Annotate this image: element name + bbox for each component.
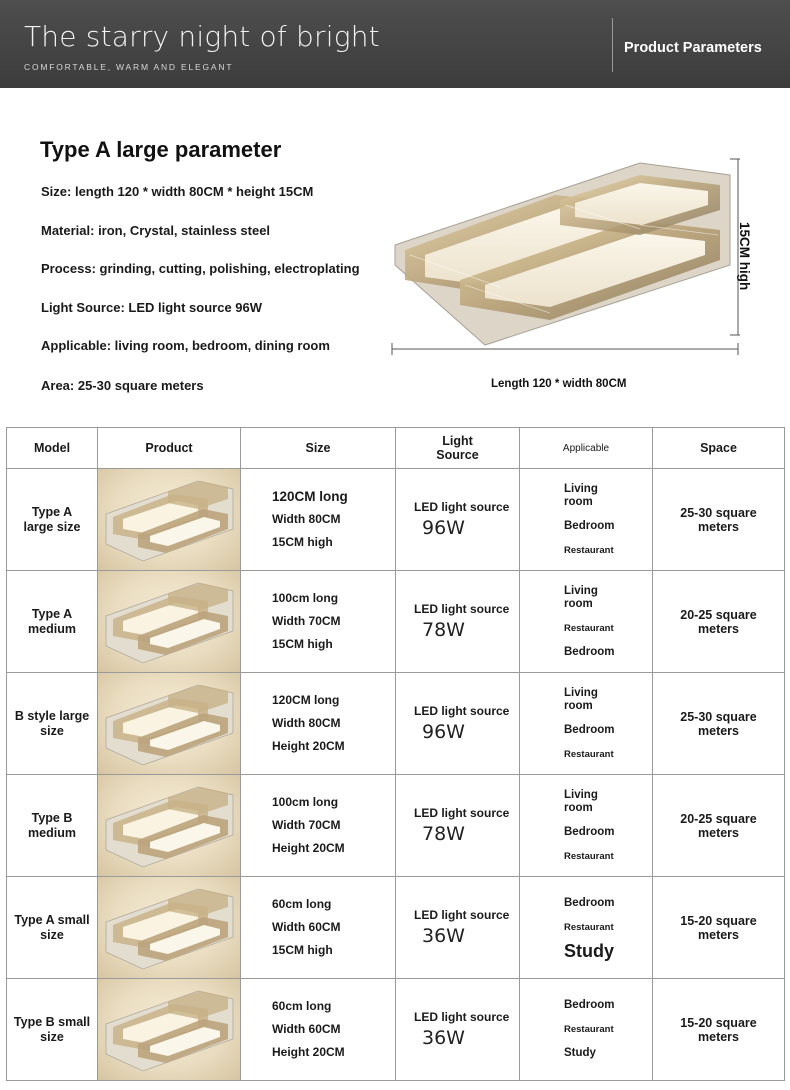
model-cell xyxy=(7,877,98,979)
spec-material: Material: iron, Crystal, stainless steel xyxy=(41,223,271,238)
table-header-row xyxy=(7,428,785,469)
space-cell xyxy=(653,571,785,673)
size-length: 100cm long xyxy=(272,591,339,605)
size-cell xyxy=(241,775,396,877)
banner-subtitle: COMFORTABLE, WARM AND ELEGANT xyxy=(24,62,234,72)
space-value: 20-25 square meters xyxy=(680,607,757,636)
table-row xyxy=(7,673,785,775)
table-row xyxy=(7,469,785,571)
light-source-watt: 96W xyxy=(422,721,465,743)
applicable-item: Living room xyxy=(564,686,598,712)
applicable-cell xyxy=(520,775,653,877)
light-source-text: LED light source xyxy=(414,704,510,718)
spec-light-source: Light Source: LED light source 96W xyxy=(41,300,263,315)
applicable-item: Bedroom xyxy=(564,897,615,909)
size-height: 15CM high xyxy=(272,637,333,651)
model-cell xyxy=(7,571,98,673)
spec-size: Size: length 120 * width 80CM * height 15CM xyxy=(41,184,314,199)
size-width: Width 80CM xyxy=(272,716,341,730)
product-image-cell xyxy=(98,673,241,775)
chandelier-image xyxy=(98,979,240,1080)
banner-divider xyxy=(612,18,613,72)
spec-area: Area: 25-30 square meters xyxy=(41,378,204,393)
header-product: Product xyxy=(98,428,241,469)
light-source-cell xyxy=(396,877,520,979)
product-image-cell xyxy=(98,979,241,1081)
size-length: 100cm long xyxy=(272,795,339,809)
banner-title: The starry night of bright xyxy=(24,20,380,53)
size-height: 15CM high xyxy=(272,943,333,957)
light-source-watt: 36W xyxy=(422,925,465,947)
space-cell xyxy=(653,673,785,775)
light-source-cell xyxy=(396,469,520,571)
light-source-text: LED light source xyxy=(414,1010,510,1024)
size-length: 60cm long xyxy=(272,999,332,1013)
model-name: Type A large size xyxy=(23,504,81,534)
parameter-table xyxy=(6,427,785,1081)
size-cell xyxy=(241,673,396,775)
applicable-item: Bedroom xyxy=(564,999,615,1011)
chandelier-image xyxy=(98,469,240,570)
length-dimension-label: Length 120 * width 80CM xyxy=(491,378,627,390)
light-source-text: LED light source xyxy=(414,908,510,922)
model-name: Type B medium xyxy=(28,810,76,840)
spec-process: Process: grinding, cutting, polishing, electroplating xyxy=(41,261,360,276)
spec-heading: Type A large parameter xyxy=(40,137,282,162)
applicable-item: Bedroom xyxy=(564,645,615,658)
applicable-item: Living room xyxy=(564,584,598,610)
applicable-item: Bedroom xyxy=(564,519,615,532)
height-dimension-label: 15CM high xyxy=(737,222,752,291)
light-source-watt: 78W xyxy=(422,823,465,845)
spec-applicable: Applicable: living room, bedroom, dining room xyxy=(41,338,330,353)
space-value: 25-30 square meters xyxy=(680,505,757,534)
applicable-item: Study xyxy=(564,1047,596,1059)
applicable-item: Study xyxy=(564,941,615,961)
size-height: 15CM high xyxy=(272,535,333,549)
size-height: Height 20CM xyxy=(272,739,345,753)
light-source-cell xyxy=(396,775,520,877)
size-height: Height 20CM xyxy=(272,1045,345,1059)
header-size: Size xyxy=(241,428,396,469)
size-height: Height 20CM xyxy=(272,841,345,855)
applicable-cell xyxy=(520,673,653,775)
applicable-item: Restaurant xyxy=(564,622,614,634)
applicable-item: Restaurant xyxy=(564,850,614,862)
light-source-watt: 36W xyxy=(422,1027,465,1049)
applicable-item: Restaurant xyxy=(564,1024,614,1035)
applicable-item: Bedroom xyxy=(564,723,615,736)
chandelier-image xyxy=(98,571,240,672)
size-cell xyxy=(241,571,396,673)
light-source-cell xyxy=(396,673,520,775)
product-image-cell xyxy=(98,571,241,673)
applicable-item: Living room xyxy=(564,482,598,508)
applicable-item: Restaurant xyxy=(564,922,614,933)
model-name: Type A medium xyxy=(28,606,76,636)
applicable-cell xyxy=(520,571,653,673)
light-source-text: LED light source xyxy=(414,602,510,616)
model-name: Type A small size xyxy=(14,912,90,942)
header-banner xyxy=(0,0,790,88)
size-width: Width 60CM xyxy=(272,1022,341,1036)
product-image-cell xyxy=(98,469,241,571)
chandelier-image xyxy=(98,877,240,978)
applicable-cell xyxy=(520,469,653,571)
applicable-cell xyxy=(520,979,653,1081)
table-row xyxy=(7,877,785,979)
size-width: Width 60CM xyxy=(272,920,341,934)
size-width: Width 70CM xyxy=(272,614,341,628)
header-light-source xyxy=(396,428,520,469)
space-cell xyxy=(653,979,785,1081)
model-cell xyxy=(7,775,98,877)
header-applicable: Applicable xyxy=(520,428,653,469)
size-cell xyxy=(241,877,396,979)
model-name: Type B small size xyxy=(13,1014,91,1044)
light-source-watt: 78W xyxy=(422,619,465,641)
product-image-cell xyxy=(98,775,241,877)
light-source-text: LED light source xyxy=(414,500,510,514)
applicable-item: Living room xyxy=(564,788,598,814)
header-model: Model xyxy=(7,428,98,469)
light-source-watt: 96W xyxy=(422,517,465,539)
model-cell xyxy=(7,979,98,1081)
applicable-item: Restaurant xyxy=(564,748,614,760)
light-source-text: LED light source xyxy=(414,806,510,820)
size-cell xyxy=(241,979,396,1081)
space-value: 15-20 square meters xyxy=(680,913,757,942)
header-light-source-text: Light Source xyxy=(436,434,479,462)
size-length: 60cm long xyxy=(272,897,332,911)
product-image-cell xyxy=(98,877,241,979)
chandelier-image xyxy=(98,775,240,876)
size-width: Width 70CM xyxy=(272,818,341,832)
chandelier-image xyxy=(98,673,240,774)
space-cell xyxy=(653,775,785,877)
applicable-item: Restaurant xyxy=(564,544,614,556)
table-row xyxy=(7,571,785,673)
size-length: 120CM long xyxy=(272,693,340,707)
model-cell xyxy=(7,673,98,775)
size-length: 120CM long xyxy=(272,489,348,504)
space-value: 20-25 square meters xyxy=(680,811,757,840)
table-row xyxy=(7,979,785,1081)
space-cell xyxy=(653,877,785,979)
model-cell xyxy=(7,469,98,571)
header-space: Space xyxy=(653,428,785,469)
product-parameters-label: Product Parameters xyxy=(624,40,762,56)
size-width: Width 80CM xyxy=(272,512,341,526)
applicable-cell xyxy=(520,877,653,979)
space-value: 25-30 square meters xyxy=(680,709,757,738)
size-cell xyxy=(241,469,396,571)
space-value: 15-20 square meters xyxy=(680,1015,757,1044)
table-row xyxy=(7,775,785,877)
chandelier-hero-image xyxy=(390,155,740,355)
light-source-cell xyxy=(396,979,520,1081)
light-source-cell xyxy=(396,571,520,673)
space-cell xyxy=(653,469,785,571)
applicable-item: Bedroom xyxy=(564,825,615,838)
model-name: B style large size xyxy=(14,708,90,738)
